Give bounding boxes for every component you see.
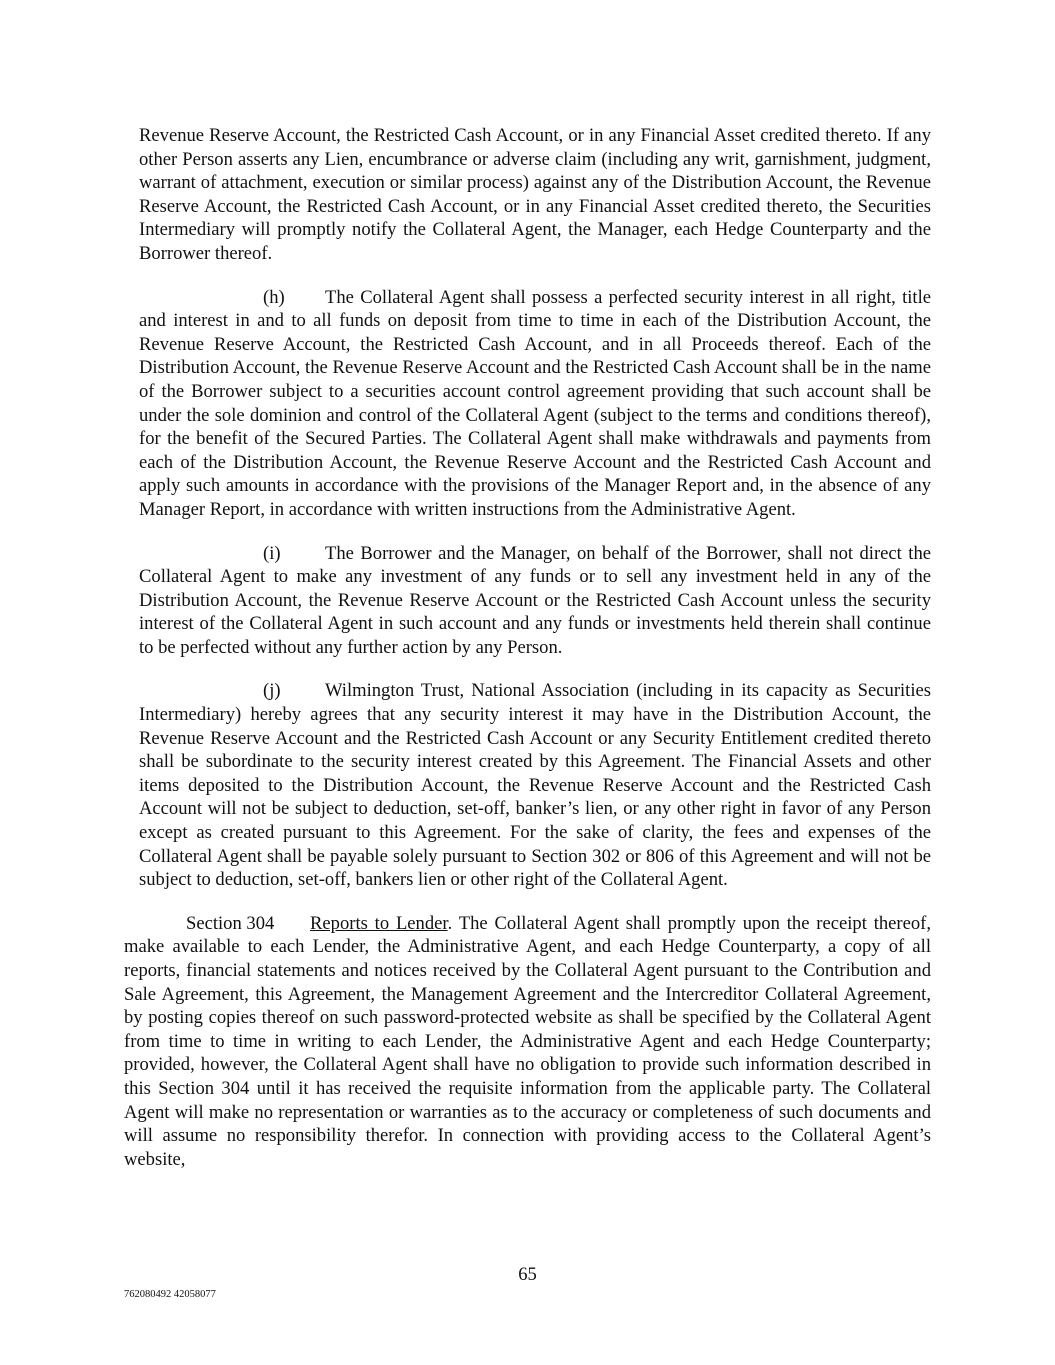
document-id: 762080492 42058077 (124, 1289, 216, 1300)
paragraph-j-text: Wilmington Trust, National Association (including in its capacity as Securities Intermediary) hereby agrees that any security interest it may have in the Distribution Account, the Revenue Reserve Account and the Restricted Cash Account or any Security Entitlement credited thereto shall be subordinate to the security interest created by this Agreement. The Financial Assets and other items deposited to the Distribution Account, the Revenue Reserve Account and the Restricted Cash Account will not be subject to deduction, set-off, banker’s lien, or any other right in favor of any Person except as created pursuant to this Agreement. For the sake of clarity, the fees and expenses of the Collateral Agent shall be payable solely pursuant to Section 302 or 806 of this Agreement and will not be subject to deduction, set-off, bankers lien or other right of the Collateral Agent. (139, 680, 931, 891)
paragraph-i-text: The Borrower and the Manager, on behalf of the Borrower, shall not direct the Collateral Agent to make any investment of any funds or to sell any investment held in any of the Distribution Account, the Revenue Reserve Account or the Restricted Cash Account unless the security interest of the Collateral Agent in such account and any funds or investments held therein shall continue to be perfected without any further action by any Person. (139, 542, 931, 658)
section-304-number: Section 304 (186, 912, 275, 934)
document-body (0, 124, 1055, 1171)
section-304-heading: Reports to Lender (310, 912, 448, 934)
continuation-paragraph: Revenue Reserve Account, the Restricted Cash Account, or in any Financial Asset credited thereto. If any other Person asserts any Lien, encumbrance or adverse claim (including any writ, garnishment, judgment, warrant of attachment, execution or similar process) against any of the Distribution Account, the Revenue Reserve Account, the Restricted Cash Account, or in any Financial Asset credited thereto, the Securities Intermediary will promptly notify the Collateral Agent, the Manager, each Hedge Counterparty and the Borrower thereof. (139, 125, 931, 264)
page-number: 65 (518, 1264, 537, 1285)
paragraph-j (139, 679, 931, 891)
paragraph-i-label: (i) (263, 542, 281, 564)
paragraph-h (139, 286, 931, 522)
section-304-text: . The Collateral Agent shall promptly upon the receipt thereof, make available to each Lender, the Administrative Agent, and each Hedge Counterparty, a copy of all reports, financial statements and notices received by the Collateral Agent pursuant to the Contribution and Sale Agreement, this Agreement, the Management Agreement and the Intercreditor Collateral Agreement, by posting copies thereof on such password-protected website as shall be specified by the Collateral Agent from time to time in writing to each Lender, the Administrative Agent and each Hedge Counterparty; provided, however, the Collateral Agent shall have no obligation to provide such information described in this Section 304 until it has received the requisite information from the applicable party. The Collateral Agent will make no representation or warranties as to the accuracy or completeness of such documents and will assume no responsibility therefor. In connection with providing access to the Collateral Agent’s website, (124, 912, 931, 1170)
paragraph-h-text: The Collateral Agent shall possess a perfected security interest in all right, title and interest in and to all funds on deposit from time to time in each of the Distribution Account, the Revenue Reserve Account, the Restricted Cash Account, and in all Proceeds thereof. Each of the Distribution Account, the Revenue Reserve Account and the Restricted Cash Account shall be in the name of the Borrower subject to a securities account control agreement providing that such account shall be under the sole dominion and control of the Collateral Agent (subject to the terms and conditions thereof), for the benefit of the Secured Parties. The Collateral Agent shall make withdrawals and payments from each of the Distribution Account, the Revenue Reserve Account and the Restricted Cash Account and apply such amounts in accordance with the provisions of the Manager Report and, in the absence of any Manager Report, in accordance with written instructions from the Administrative Agent. (139, 286, 931, 520)
section-304-paragraph (124, 912, 931, 1172)
paragraph-h-label: (h) (263, 286, 285, 308)
paragraph-j-label: (j) (263, 680, 281, 702)
paragraph-i (139, 542, 931, 660)
